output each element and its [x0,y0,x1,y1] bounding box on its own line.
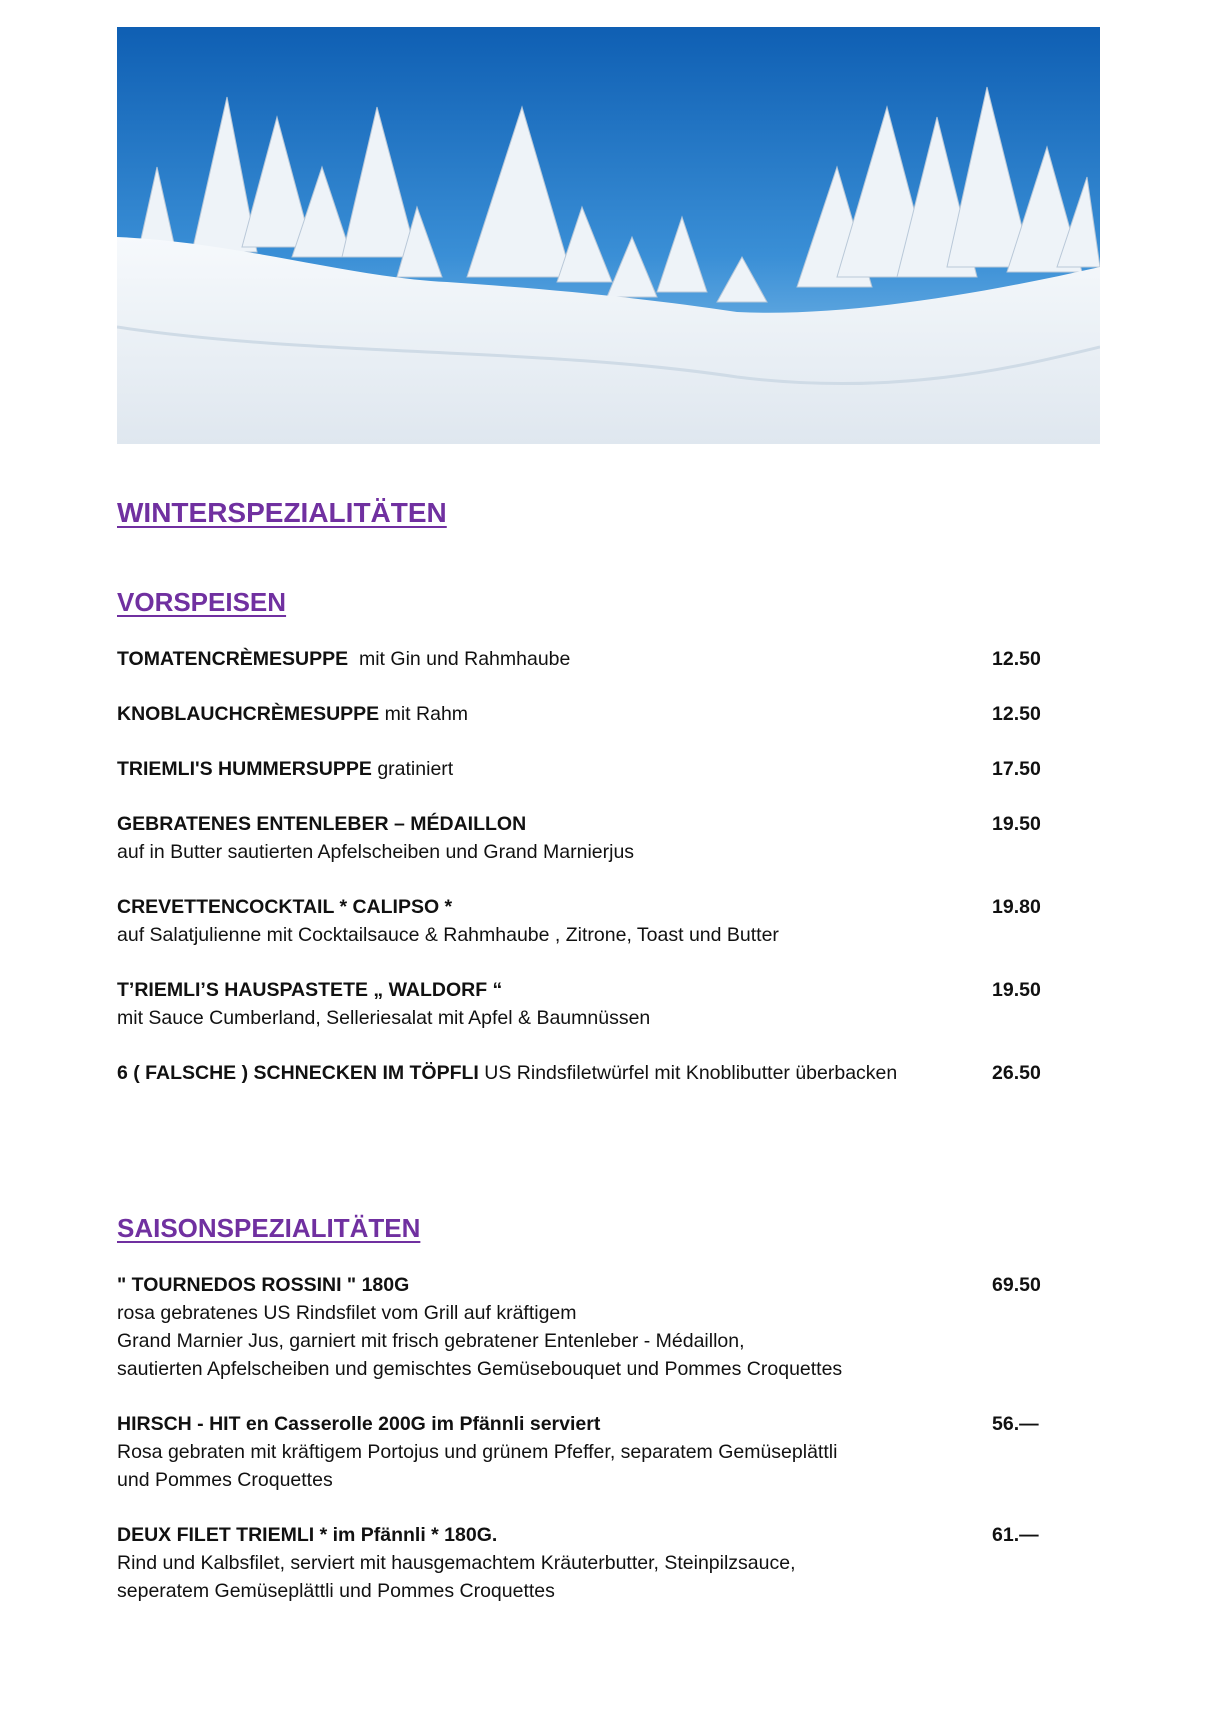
dish-price: 19.50 [992,813,1041,835]
menu-item [117,645,1052,673]
dish-price: 69.50 [992,1274,1041,1296]
dish-name: DEUX FILET TRIEMLI * im Pfännli * 180G. [117,1524,498,1546]
dish-name: KNOBLAUCHCRÈMESUPPE [117,703,380,725]
menu-item [117,1271,1052,1383]
dish-description: rosa gebratenes US Rindsfilet vom Grill auf kräftigem Grand Marnier Jus, garniert mit frisch gebratener Entenleber - Médaillon, sautierten Apfelscheiben und gemischtes Gemüsebouquet und Pommes Croquettes [117,1302,843,1380]
dish-name: TOMATENCRÈMESUPPE [117,648,349,670]
dish-name: TRIEMLI'S HUMMERSUPPE [117,758,372,780]
dish-name: HIRSCH - HIT en Casserolle 200G im Pfännli serviert [117,1413,601,1435]
dish-price: 19.80 [992,896,1041,918]
section-heading-mains: SAISONSPEZIALITÄTEN [117,1213,421,1243]
menu-item [117,893,1052,949]
dish-description: mit Rahm [384,703,469,725]
dish-description: Rosa gebraten mit kräftigem Portojus und grünem Pfeffer, separatem Gemüseplättli und Pommes Croquettes [117,1441,838,1491]
dish-price: 12.50 [992,703,1041,725]
menu-item [117,1410,1052,1494]
menu-item [117,700,1052,728]
dish-name: CREVETTENCOCKTAIL * CALIPSO * [117,896,453,918]
menu-item [117,976,1052,1032]
dish-description: mit Sauce Cumberland, Selleriesalat mit Apfel & Baumnüssen [117,1007,651,1029]
section-heading-starters: VORSPEISEN [117,587,287,617]
menu-item [117,1521,1052,1605]
dish-description: auf Salatjulienne mit Cocktailsauce & Rahmhaube , Zitrone, Toast und Butter [117,924,779,946]
menu-item [117,810,1052,866]
dish-price: 56.— [992,1413,1039,1435]
dish-name: 6 ( FALSCHE ) SCHNECKEN IM TÖPFLI [117,1062,479,1084]
dish-price: 26.50 [992,1062,1041,1084]
dish-description: gratiniert [377,758,454,780]
dish-description: US Rindsfiletwürfel mit Knoblibutter überbacken [484,1062,898,1084]
dish-description: auf in Butter sautierten Apfelscheiben und Grand Marnierjus [117,841,635,863]
dish-price: 17.50 [992,758,1041,780]
menu-title: WINTERSPEZIALITÄTEN [117,497,447,528]
dish-description: mit Gin und Rahmhaube [358,648,571,670]
dish-description: Rind und Kalbsfilet, serviert mit hausgemachtem Kräuterbutter, Steinpilzsauce, seperatem Gemüseplättli und Pommes Croquettes [117,1552,796,1602]
menu-item [117,1059,1052,1087]
dish-name: T’RIEMLI’S HAUSPASTETE „ WALDORF “ [117,979,503,1001]
dish-name: " TOURNEDOS ROSSINI " 180G [117,1274,410,1296]
dish-name: GEBRATENES ENTENLEBER – MÉDAILLON [117,813,527,835]
dish-price: 12.50 [992,648,1041,670]
dish-price: 19.50 [992,979,1041,1001]
winter-landscape-photo [117,27,1100,444]
menu-item [117,755,1052,783]
dish-price: 61.— [992,1524,1039,1546]
